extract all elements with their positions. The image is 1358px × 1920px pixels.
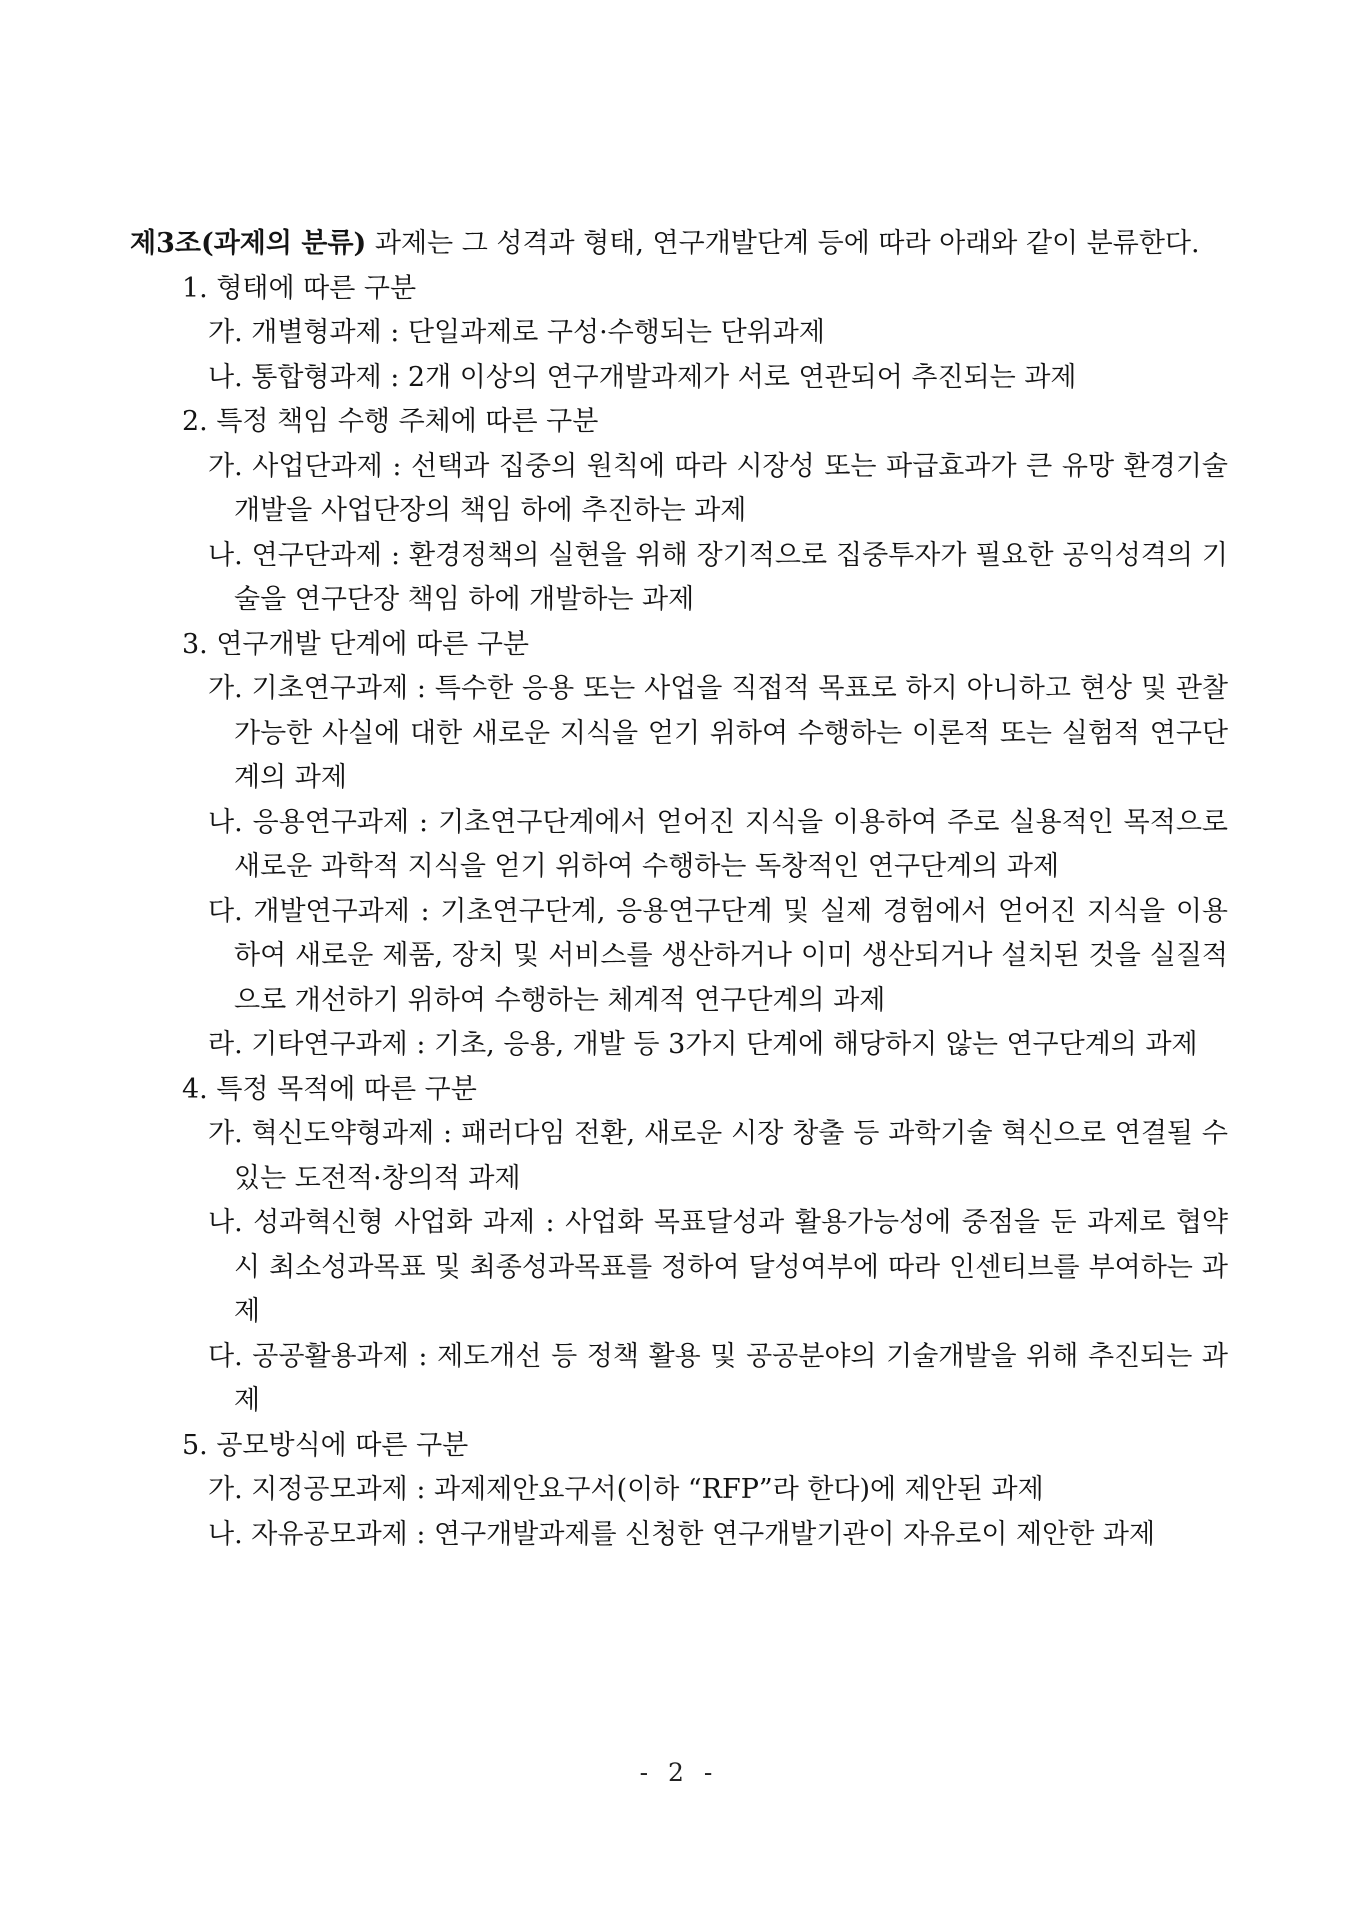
section-heading: 2. 특정 책임 수행 주체에 따른 구분: [182, 406, 599, 437]
article-title: 제3조(과제의 분류): [130, 228, 367, 259]
list-item: 가. 개별형과제 : 단일과제로 구성·수행되는 단위과제: [208, 317, 825, 348]
list-item: 나. 연구단과제 : 환경정책의 실현을 위해 장기적으로 집중투자가 필요한 공익성격의 기술을 연구단장 책임 하에 개발하는 과제: [208, 539, 1228, 615]
page-number: - 2 -: [639, 1758, 719, 1787]
list-item: 다. 공공활용과제 : 제도개선 등 정책 활용 및 공공분야의 기술개발을 위해 추진되는 과제: [208, 1340, 1228, 1416]
list-item: 나. 자유공모과제 : 연구개발과제를 신청한 연구개발기관이 자유로이 제안한 과제: [208, 1518, 1156, 1550]
section-heading: 5. 공모방식에 따른 구분: [182, 1429, 469, 1461]
list-item: 나. 응용연구과제 : 기초연구단계에서 얻어진 지식을 이용하여 주로 실용적인 목적으로 새로운 과학적 지식을 얻기 위하여 수행하는 독창적인 연구단계의 과제: [208, 806, 1228, 882]
list-item: 가. 사업단과제 : 선택과 집중의 원칙에 따라 시장성 또는 파급효과가 큰 유망 환경기술개발을 사업단장의 책임 하에 추진하는 과제: [208, 450, 1228, 526]
article-intro: 과제는 그 성격과 형태, 연구개발단계 등에 따라 아래와 같이 분류한다.: [366, 228, 1200, 259]
list-item: 나. 통합형과제 : 2개 이상의 연구개발과제가 서로 연관되어 추진되는 과제: [208, 361, 1077, 393]
list-item: 다. 개발연구과제 : 기초연구단계, 응용연구단계 및 실제 경험에서 얻어진 지식을 이용하여 새로운 제품, 장치 및 서비스를 생산하거나 이미 생산되거나 설치된 것을 실질적으로 개선하기 위하여 수행하는 체계적 연구단계의 과제: [208, 895, 1228, 1016]
list-item: 가. 지정공모과제 : 과제제안요구서(이하 “RFP”라 한다)에 제안된 과제: [208, 1474, 1044, 1505]
section-heading: 4. 특정 목적에 따른 구분: [182, 1073, 477, 1105]
list-item: 가. 혁신도약형과제 : 패러다임 전환, 새로운 시장 창출 등 과학기술 혁신으로 연결될 수 있는 도전적·창의적 과제: [208, 1118, 1228, 1194]
section-heading: 1. 형태에 따른 구분: [182, 272, 417, 304]
section-heading: 3. 연구개발 단계에 따른 구분: [182, 628, 529, 660]
article-3: [130, 222, 1228, 1557]
list-item: 가. 기초연구과제 : 특수한 응용 또는 사업을 직접적 목표로 하지 아니하고 현상 및 관찰 가능한 사실에 대한 새로운 지식을 얻기 위하여 수행하는 이론적 또는 실험적 연구단계의 과제: [208, 673, 1228, 793]
list-item: 나. 성과혁신형 사업화 과제 : 사업화 목표달성과 활용가능성에 중점을 둔 과제로 협약 시 최소성과목표 및 최종성과목표를 정하여 달성여부에 따라 인센티브를 부여하는 과제: [208, 1207, 1228, 1327]
article-heading: [130, 222, 1228, 267]
list-item: 라. 기타연구과제 : 기초, 응용, 개발 등 3가지 단계에 해당하지 않는 연구단계의 과제: [208, 1029, 1198, 1060]
